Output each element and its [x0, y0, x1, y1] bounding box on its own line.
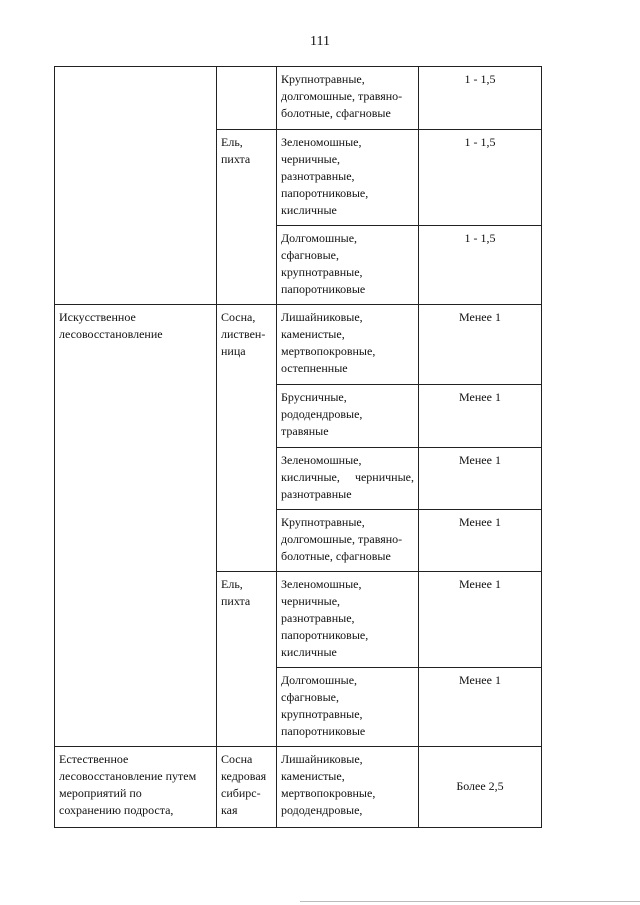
value-cell: 1 - 1,5 [419, 67, 542, 130]
method-cell [55, 305, 217, 747]
value-cell: Менее 1 [419, 385, 542, 448]
cell-line: долгомошные, травяно- [281, 89, 403, 103]
cell-line: кедровая [221, 769, 267, 783]
cell-line: рододендровые, [281, 407, 363, 421]
cell-line: Брусничные, [281, 390, 347, 404]
cell-line: кисличные, черничные, [281, 470, 414, 484]
forest-type-cell [277, 668, 419, 747]
cell-line: листвен- [221, 327, 266, 341]
cell-line: лесовосстановление путем [59, 769, 197, 783]
cell-line: Сосна, [221, 310, 256, 324]
cell-line: кисличные [281, 203, 337, 217]
cell-line: крупнотравные, [281, 265, 363, 279]
cell-line: Лишайниковые, [281, 310, 363, 324]
forest-type-cell [277, 572, 419, 668]
cell-line: разнотравные [281, 487, 352, 501]
method-cell-continued [55, 67, 217, 305]
cell-line: болотные, сфагновые [281, 106, 391, 120]
cell-line: Долгомошные, [281, 231, 358, 245]
cell-line: папоротниковые [281, 282, 366, 296]
page-number: 111 [310, 34, 330, 49]
cell-line: Зеленомошные, [281, 135, 362, 149]
value-cell: Менее 1 [419, 510, 542, 572]
cell-line: разнотравные, [281, 611, 355, 625]
cell-line: долгомошные, травяно- [281, 532, 403, 546]
forest-type-cell [277, 448, 419, 510]
cell-line: Зеленомошные, [281, 577, 362, 591]
value-cell: Менее 1 [419, 448, 542, 510]
table-row [55, 67, 542, 130]
cell-line: черничные, [281, 152, 341, 166]
value-cell: Более 2,5 [419, 747, 542, 828]
cell-line: черничные, [281, 594, 341, 608]
forest-type-cell [277, 385, 419, 448]
cell-line: Искусственное [59, 310, 136, 324]
cell-line: папоротниковые, [281, 186, 369, 200]
species-cell [217, 305, 277, 572]
cell-line: болотные, сфагновые [281, 549, 391, 563]
cell-line: мертвопокровные, [281, 344, 376, 358]
cell-line: каменистые, [281, 327, 345, 341]
cell-line: Зеленомошные, [281, 453, 362, 467]
forest-type-cell [277, 305, 419, 385]
species-cell-continued [217, 67, 277, 130]
value-cell: 1 - 1,5 [419, 226, 542, 305]
cell-line: Лишайниковые, [281, 752, 363, 766]
cell-line: сфагновые, [281, 690, 339, 704]
cell-line: Ель, [221, 135, 243, 149]
species-cell [217, 572, 277, 747]
cell-line: сибирс- [221, 786, 261, 800]
table-row [55, 305, 542, 385]
cell-line: ница [221, 344, 246, 358]
forest-regeneration-table [54, 66, 542, 828]
cell-line: Долгомошные, [281, 673, 358, 687]
cell-line: пихта [221, 152, 251, 166]
forest-type-cell [277, 747, 419, 828]
cell-line: Крупнотравные, [281, 515, 365, 529]
value-cell: Менее 1 [419, 668, 542, 747]
cell-line: травяные [281, 424, 329, 438]
species-cell [217, 130, 277, 305]
value-cell: Менее 1 [419, 572, 542, 668]
cell-line: разнотравные, [281, 169, 355, 183]
cell-line: Ель, [221, 577, 243, 591]
cell-line: каменистые, [281, 769, 345, 783]
cell-line: остепненные [281, 361, 348, 375]
forest-type-cell [277, 130, 419, 226]
forest-type-cell [277, 510, 419, 572]
cell-line: лесовосстановление [59, 327, 163, 341]
cell-line: пихта [221, 594, 251, 608]
cell-line: папоротниковые [281, 724, 366, 738]
value-cell: Менее 1 [419, 305, 542, 385]
table-row [55, 747, 542, 828]
cell-line: папоротниковые, [281, 628, 369, 642]
cell-line: рододендровые, [281, 803, 363, 817]
scan-edge-line [300, 901, 640, 902]
species-cell [217, 747, 277, 828]
forest-type-cell [277, 226, 419, 305]
cell-line: сохранению подроста, [59, 803, 174, 817]
cell-line: кая [221, 803, 238, 817]
cell-line: Естественное [59, 752, 129, 766]
cell-line: сфагновые, [281, 248, 339, 262]
cell-line: Сосна [221, 752, 253, 766]
cell-line: Крупнотравные, [281, 72, 365, 86]
cell-line: мертвопокровные, [281, 786, 376, 800]
method-cell [55, 747, 217, 828]
cell-line: крупнотравные, [281, 707, 363, 721]
cell-line: мероприятий по [59, 786, 142, 800]
forest-type-cell [277, 67, 419, 130]
cell-line: кисличные [281, 645, 337, 659]
value-cell: 1 - 1,5 [419, 130, 542, 226]
